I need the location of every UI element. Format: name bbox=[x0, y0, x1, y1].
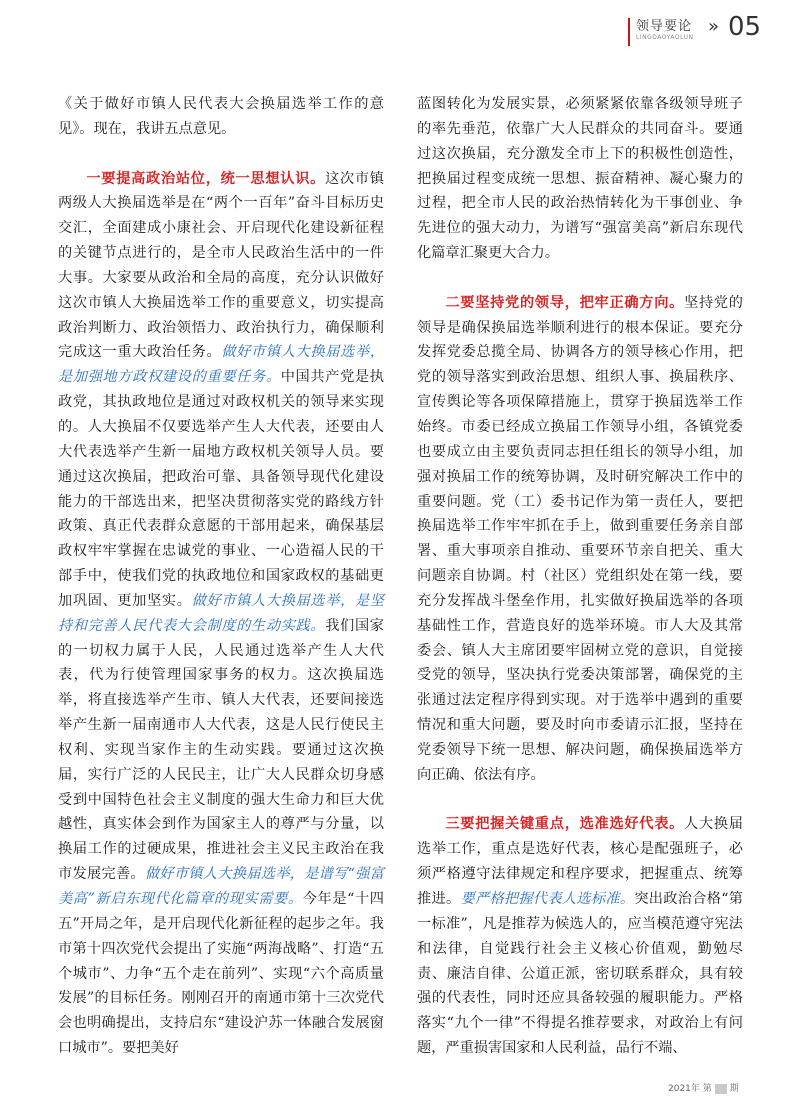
body-text: 突出政治合格“第一标准”，凡是推荐为候选人的，应当模范遵守宪法和法律，自觉践行社会主义核心价值观，勤勉尽责、廉洁自律、公道正派，密切联系群众，具有较强的代表性，同时还应具备较强的履职能力。严格落实“九个一律”不得提名推荐要求，对政治上有问题，严重损害国家和人民利益，品行不端、 bbox=[417, 891, 743, 1057]
emphasis-text: 做好市镇人大换届选举，是坚持和完善人民代表大会制度的生动实践。 bbox=[58, 592, 384, 634]
paragraph bbox=[417, 812, 743, 1060]
page-footer bbox=[668, 1081, 739, 1094]
body-text: 今年是“十四五”开局之年，是开启现代化新征程的起步之年。我市第十四次党代会提出了实施“两海战略”、打造“五个城市”、力争“五个走在前列”、实现“六个高质量发展”的目标任务。刚刚召开的南通市第十三次党代会也明确提出，支持启东“建设沪苏一体融合发展窗口城市”。要把美好 bbox=[58, 891, 384, 1057]
paragraph bbox=[417, 291, 743, 788]
footer-di: 第 bbox=[702, 1084, 712, 1094]
emphasis-text: 做好市镇人大换届选举，是加强地方政权建设的重要任务。 bbox=[58, 344, 384, 386]
body-text: 我们国家的一切权力属于人民，人民通过选举产生人大代表，代为行使管理国家事务的权力。这次换届选举，将直接选举产生市、镇人大代表，还要间接选举产生新一届南通市人大代表，这是人民行使民主权利、实现当家作主的生动实践。要通过这次换届，实行广泛的人民民主，让广大人民群众切身感受到中国特色社会主义制度的强大生命力和巨大优越性，真实体会到作为国家主人的尊严与分量，以换届工作的过硬成果，推进社会主义民主政治在我市发展完善。 bbox=[58, 617, 384, 883]
section-heading: 一要提高政治站位，统一思想认识。 bbox=[86, 170, 326, 187]
chevron-icon: » bbox=[708, 16, 720, 37]
page-number: 05 bbox=[728, 12, 762, 42]
page-header bbox=[628, 12, 788, 52]
paragraph bbox=[58, 167, 384, 1061]
body-text: 中国共产党是执政党，其执政地位是通过对政权机关的领导来实现的。人大换届不仅要选举产生人大代表，还要由人大代表选举产生新一届地方政权机关领导人员。要通过这次换届，把政治可靠、具备领导现代化建设能力的干部选出来，把坚决贯彻落实党的路线方针政策、真正代表群众意愿的干部用起来，确保基层政权牢牢掌握在忠诚党的事业、一心造福人民的干部手中，使我们党的执政地位和国家政权的基础更加巩固、更加坚实。 bbox=[58, 369, 384, 609]
left-column bbox=[58, 92, 384, 1061]
body-text: 这次市镇两级人大换届选举是在“两个一百年”奋斗目标历史交汇，全面建成小康社会、开启现代化建设新征程的关键节点进行的，是全市人民政治生活中的一件大事。大家要从政治和全局的高度，充分认识做好这次市镇人大换届选举工作的重要意义，切实提高政治判断力、政治领悟力、政治执行力，确保顺利完成这一重大政治任务。 bbox=[58, 170, 384, 361]
section-title: 领导要论 bbox=[636, 19, 693, 34]
paragraph: 蓝图转化为发展实景，必须紧紧依靠各级领导班子的率先垂范，依靠广大人民群众的共同奋斗。要通过这次换届，充分激发全市上下的积极性创造性，把换届过程变成统一思想、振奋精神、凝心聚力的过程，把全市人民的政治热情转化为干事创业、争先进位的强大动力，为谱写“强富美高”新启东现代化篇章汇聚更大合力。 bbox=[417, 96, 743, 262]
paragraph: 《关于做好市镇人民代表大会换届选举工作的意见》。现在，我讲五点意见。 bbox=[58, 96, 384, 137]
section-heading: 三要把握关键重点，选准选好代表。 bbox=[445, 816, 685, 833]
body-text: 人大换届选举工作，重点是选好代表，核心是配强班子，必须严格遵守法律规定和程序要求，把握重点、统筹推进。 bbox=[417, 816, 743, 907]
header-accent-bar bbox=[628, 18, 630, 46]
footer-qi: 期 bbox=[729, 1084, 739, 1094]
issue-number-box bbox=[715, 1084, 727, 1094]
section-heading: 二要坚持党的领导，把牢正确方向。 bbox=[445, 294, 685, 311]
footer-year: 2021年 bbox=[668, 1084, 700, 1094]
section-subtitle: LINGDAOYAOLUN bbox=[636, 34, 694, 41]
emphasis-text: 要严格把握代表人选标准。 bbox=[460, 891, 635, 907]
emphasis-text: 做好市镇人大换届选举，是谱写“强富美高”新启东现代化篇章的现实需要。 bbox=[58, 866, 384, 907]
right-column bbox=[417, 92, 743, 1061]
body-text: 坚持党的领导是确保换届选举顺利进行的根本保证。要充分发挥党委总揽全局、协调各方的领导核心作用，把党的领导落实到政治思想、组织人事、换届秩序、宣传舆论等各项保障措施上，贯穿于换届选举工作始终。市委已经成立换届工作领导小组，各镇党委也要成立由主要负责同志担任组长的领导小组，加强对换届工作的统筹协调，及时研究解决工作中的重要问题。党（工）委书记作为第一责任人，要把换届选举工作牢牢抓在手上，做到重要任务亲自部署、重大事项亲自推动、重要环节亲自把关、重大问题亲自协调。村（社区）党组织处在第一线，要充分发挥战斗堡垒作用，扎实做好换届选举的各项基础性工作，营造良好的选举环境。市人大及其常委会、镇人大主席团要牢固树立党的意识，自觉接受党的领导，坚决执行党委决策部署，确保党的主张通过法定程序得到实现。对于选举中遇到的重要情况和重大问题，要及时向市委请示汇报，坚持在党委领导下统一思想、解决问题，确保换届选举方向正确、依法有序。 bbox=[417, 294, 743, 783]
